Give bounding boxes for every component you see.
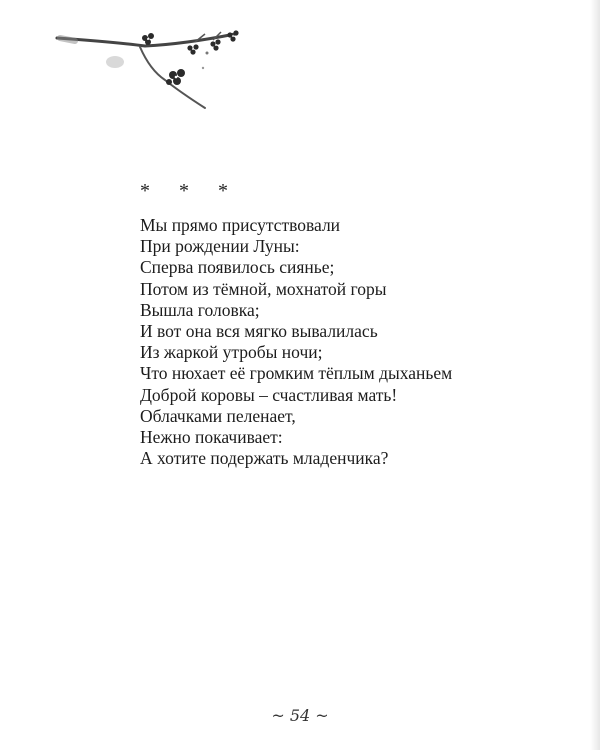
page-number: ~ 54 ~ (271, 706, 329, 725)
poem-line: Облачками пеленает, (140, 405, 296, 426)
page-edge (590, 0, 600, 750)
poem-line: Сперва появилось сиянье; (140, 257, 335, 278)
cherry-blossom-branch-icon (55, 20, 255, 115)
poem-line: Нежно покачивает: (140, 427, 283, 448)
poem-line: Вышла головка; (140, 299, 260, 320)
poem-line: Мы прямо присутствовали (140, 215, 341, 235)
poem-line: Из жаркой утробы ночи; (140, 342, 323, 363)
poem-line: А хотите подержать младенчика? (140, 448, 389, 469)
poem-line: При рождении Луны: (140, 236, 300, 257)
poem-body (140, 215, 560, 469)
poem-line: И вот она вся мягко вывалилась (140, 321, 378, 342)
poem-line: Потом из тёмной, мохнатой горы (140, 278, 387, 299)
section-separator: * * * (140, 180, 240, 202)
poem-line: Доброй коровы – счастливая мать! (140, 384, 398, 405)
poem-line: Что нюхает её громким тёплым дыханьем (140, 363, 453, 384)
